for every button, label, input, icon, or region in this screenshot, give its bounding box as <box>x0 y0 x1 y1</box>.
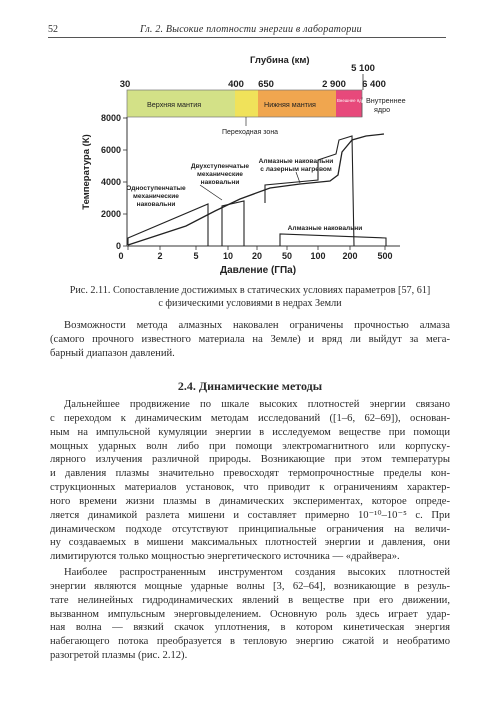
text-line: Наиболее распространенным инструментом создания высоких плотностей <box>64 567 450 578</box>
text-line: Возможности метода алмазных наковален ограничены прочностью алмаза <box>64 320 450 331</box>
depth-tick: 5 100 <box>351 63 375 74</box>
text-line: и давления плазмы значительно превосходят термопрочностные пределы кон- <box>50 468 450 480</box>
header-rule <box>48 37 446 38</box>
text-line: лярного излучения различной природы. Возникающие при этом температуры <box>50 454 450 466</box>
text-line: (самого прочного известного материала на Земле) и вряд ли выйдут за мега- <box>50 333 450 345</box>
paragraph-3 <box>50 566 450 663</box>
text-line: лимитируются только мощностью энергетического источника — «драйвера». <box>50 551 400 563</box>
two-stage-label-1: Двухступенчатые <box>190 163 250 170</box>
y-tick-label: 2000 <box>100 209 121 219</box>
caption-line: Рис. 2.11. Сопоставление достижимых в статических условиях параметров [57, 61] <box>69 285 431 296</box>
outer-core-band <box>336 90 362 117</box>
depth-tick: 400 <box>228 79 244 90</box>
running-title: Гл. 2. Высокие плотности энергии в лаборатории <box>140 24 362 35</box>
y-tick-label: 8000 <box>100 113 121 123</box>
text-line: Дальнейшее продвижение по шкале высоких плотностей энергии связано <box>64 399 450 410</box>
x-tick-label: 0 <box>118 251 124 261</box>
text-line: разогретой плазмы (рис. 2.12). <box>50 650 188 662</box>
transition-zone-label: Переходная зона <box>222 129 279 136</box>
text-line: ну создаваемых в мишени максимальных плотностей энергии и давления, они <box>50 537 450 549</box>
two-stage-label-3: наковальни <box>200 179 240 186</box>
x-tick-label: 200 <box>342 251 358 261</box>
single-stage-label-2: механические <box>133 193 179 200</box>
x-tick-label: 10 <box>222 251 234 261</box>
laser-dac-label-1: Алмазные наковальни <box>258 158 334 165</box>
depth-tick: 6 400 <box>362 79 386 90</box>
x-tick-label: 50 <box>281 251 293 261</box>
text-line: барный диапазон давлений. <box>50 347 175 359</box>
paragraph-1 <box>50 319 450 361</box>
section-heading: 2.4. Динамические методы <box>177 379 323 393</box>
text-line: с переходом к динамическим методам исследований ([1–6, 62–69]), основан- <box>50 412 450 424</box>
dac-region <box>280 234 386 246</box>
laser-dac-label-2: с лазерным нагревом <box>260 166 332 173</box>
text-line: энергии являются мощные ударные волны [3, 62–64], возникающие в резуль- <box>50 580 450 592</box>
figure-caption <box>50 284 450 310</box>
caption-line: с физическими условиями в недрах Земли <box>158 298 342 309</box>
y-tick-label: 4000 <box>100 177 121 187</box>
single-stage-region <box>128 204 208 246</box>
text-line: динамическом подходе отсутствуют принципиальные ограничения на величи- <box>50 523 450 535</box>
text-line: ным на импульсной кумуляции энергии в исследуемом веществе при помощи <box>50 426 450 438</box>
x-tick-label: 2 <box>157 251 163 261</box>
two-stage-region <box>222 201 244 246</box>
transition-zone-band <box>235 90 258 117</box>
y-tick-label: 0 <box>115 241 121 251</box>
depth-tick: 2 900 <box>322 79 346 90</box>
text-line: ляется динамикой разлета мишени и составляет примерно 10⁻¹⁰–10⁻⁵ с. При <box>50 509 450 521</box>
x-tick-label: 500 <box>377 251 393 261</box>
depth-axis-label: Глубина (км) <box>250 55 310 66</box>
inner-core-label-1: Внутреннее <box>366 96 406 105</box>
outer-core-label: Внешнее ядро <box>337 98 367 103</box>
text-line: тате нелинейных гидродинамических явлений в веществе при его движении, <box>50 594 450 606</box>
x-tick-label: 20 <box>251 251 263 261</box>
inner-core-label-2: ядро <box>374 105 391 114</box>
dac-label: Алмазные наковальни <box>287 225 363 232</box>
depth-tick: 30 <box>119 79 131 90</box>
page-number: 52 <box>48 24 58 35</box>
paragraph-2 <box>50 398 450 564</box>
text-line: набегающего потока преобразуется в тепловую энергию сжатой и необратимо <box>50 636 450 648</box>
two-stage-leader <box>200 185 222 200</box>
upper-mantle-label: Верхняя мантия <box>147 100 202 109</box>
text-line: ного времени жизни плазмы в динамических экспериментах, которое опреде- <box>50 495 450 507</box>
two-stage-label-2: механические <box>197 171 243 178</box>
x-tick-label: 100 <box>310 251 326 261</box>
text-line: вызванном импульсным энерговыделением. Основную роль здесь играет удар- <box>50 608 450 620</box>
x-axis-label: Давление (ГПа) <box>219 265 297 276</box>
x-tick-label: 5 <box>193 251 199 261</box>
lower-mantle-label: Нижняя мантия <box>264 100 316 109</box>
text-line: ная волна — вязкий скачок уплотнения, в котором кинетическая энергия <box>50 622 450 634</box>
y-axis-label: Температура (К) <box>81 134 92 210</box>
figure-pressure-temperature <box>0 40 500 284</box>
running-header <box>48 22 446 38</box>
text-line: мощных ударных волн либо при помощи электромагнитного или корпуску- <box>50 440 450 452</box>
text-line: струкционных материалов установок, что приводит к ограничениям характер- <box>50 482 450 494</box>
single-stage-label-1: Одноступенчатые <box>126 185 186 192</box>
depth-tick: 650 <box>258 79 274 90</box>
y-tick-label: 6000 <box>100 145 121 155</box>
single-stage-label-3: наковальни <box>136 201 176 208</box>
